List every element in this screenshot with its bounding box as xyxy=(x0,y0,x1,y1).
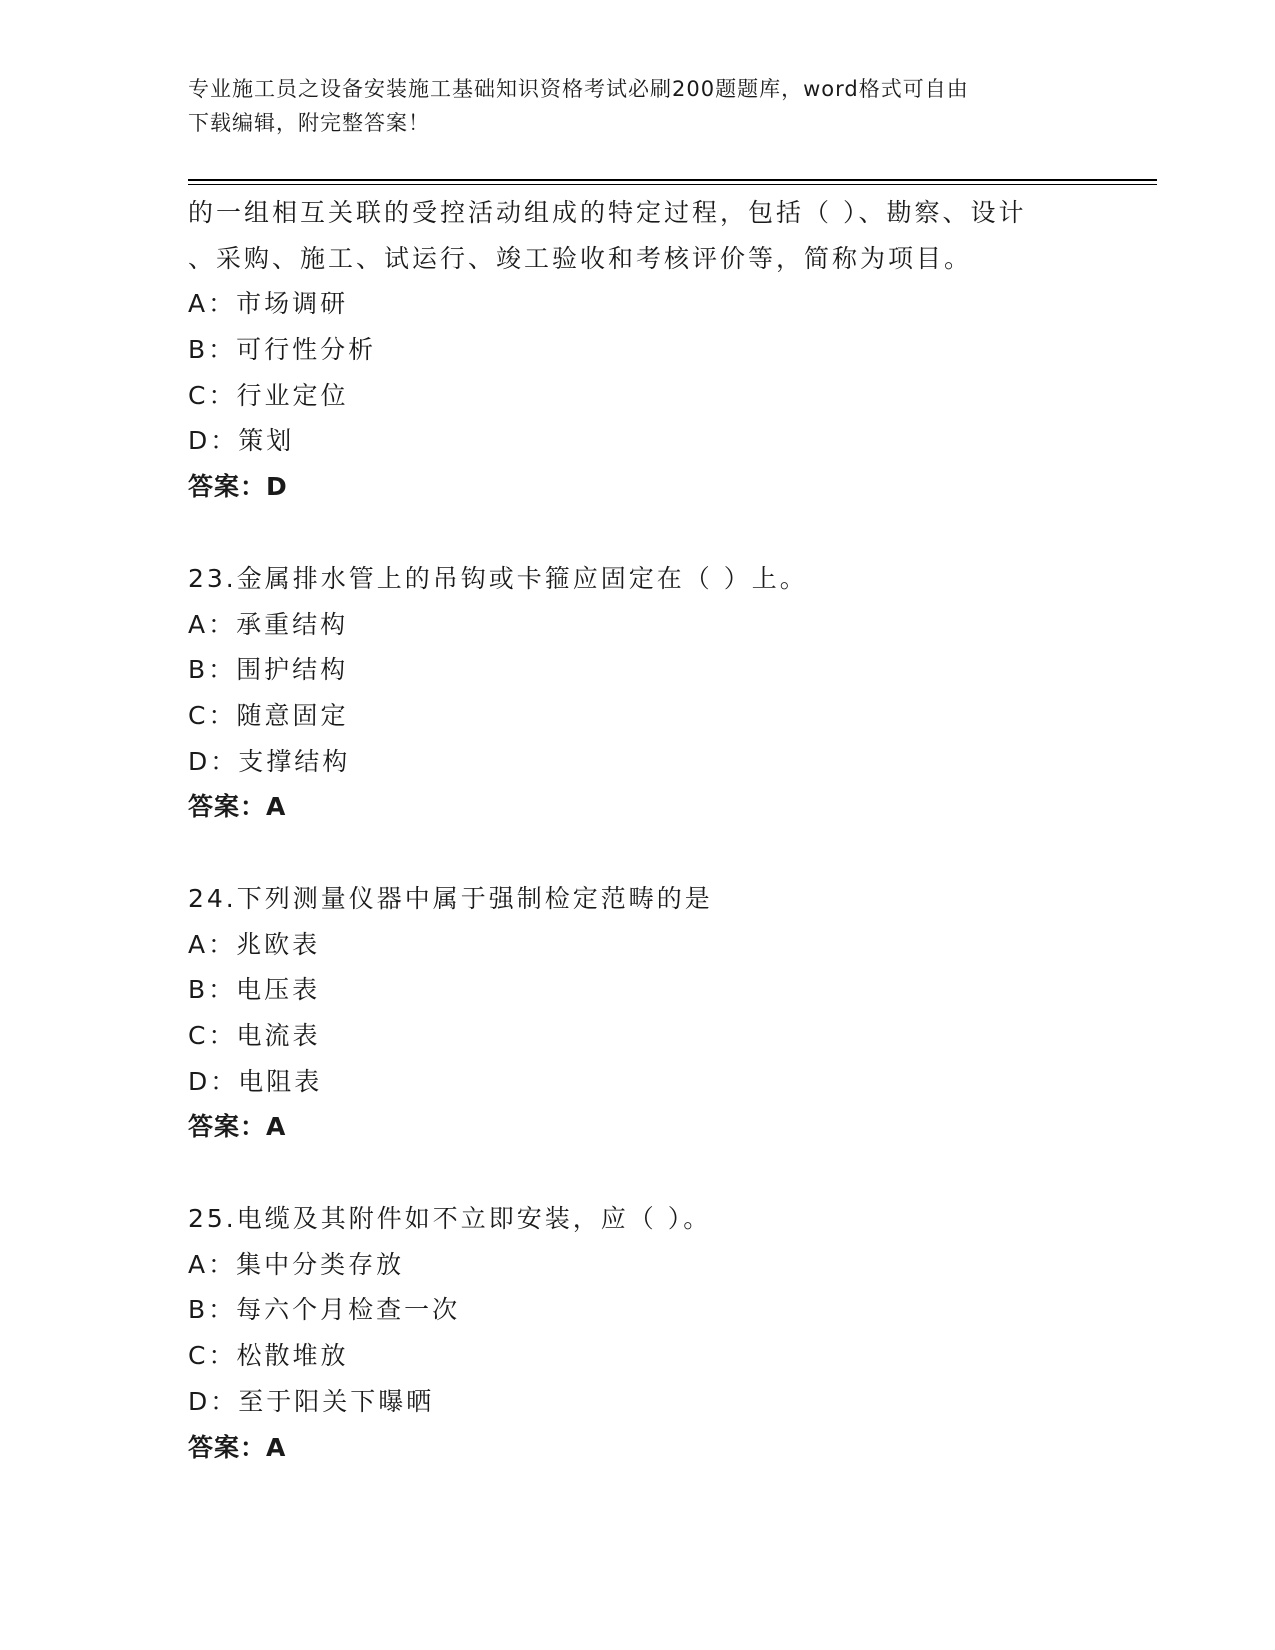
option-c: C：松散堆放 xyxy=(188,1341,349,1371)
option-a: A：集中分类存放 xyxy=(188,1249,405,1279)
question-block-23 xyxy=(188,556,1128,830)
header-divider-thin xyxy=(188,184,1157,185)
question-block-25 xyxy=(188,1196,1128,1470)
question-stem: 的一组相互关联的受控活动组成的特定过程，包括（ ）、勘察、设计 xyxy=(188,198,1027,227)
question-stem: 24.下列测量仪器中属于强制检定范畴的是 xyxy=(188,883,713,913)
option-b: B：可行性分析 xyxy=(188,335,377,365)
header-line-1: 专业施工员之设备安装施工基础知识资格考试必刷200题题库，word格式可自由 xyxy=(188,77,969,101)
header-line-2: 下载编辑，附完整答案！ xyxy=(188,111,430,135)
header-divider xyxy=(188,179,1157,181)
option-a: A：承重结构 xyxy=(188,609,349,639)
question-stem: 25.电缆及其附件如不立即安装，应（ ）。 xyxy=(188,1204,712,1234)
answer-label: 答案：A xyxy=(188,792,287,822)
question-list xyxy=(188,190,1128,1470)
question-block-24 xyxy=(188,876,1128,1150)
option-c: C：随意固定 xyxy=(188,700,349,730)
question-block-continued xyxy=(188,190,1128,510)
answer-label: 答案：A xyxy=(188,1112,287,1142)
question-stem: 23.金属排水管上的吊钩或卡箍应固定在（ ）上。 xyxy=(188,563,808,593)
option-d: D：支撑结构 xyxy=(188,746,351,776)
option-c: C：行业定位 xyxy=(188,380,349,410)
answer-label: 答案：D xyxy=(188,472,288,502)
option-c: C：电流表 xyxy=(188,1021,321,1050)
answer-label: 答案：A xyxy=(188,1432,287,1462)
option-d: D：电阻表 xyxy=(188,1066,323,1096)
option-b: B：每六个月检查一次 xyxy=(188,1295,461,1325)
option-a: A：兆欧表 xyxy=(188,929,321,959)
option-a: A：市场调研 xyxy=(188,289,349,319)
option-b: B：围护结构 xyxy=(188,655,349,685)
option-d: D：策划 xyxy=(188,426,295,456)
option-b: B：电压表 xyxy=(188,975,321,1005)
option-d: D：至于阳关下曝晒 xyxy=(188,1386,435,1416)
question-stem: 、采购、施工、试运行、竣工验收和考核评价等，简称为项目。 xyxy=(188,243,973,273)
document-header xyxy=(188,72,1088,140)
